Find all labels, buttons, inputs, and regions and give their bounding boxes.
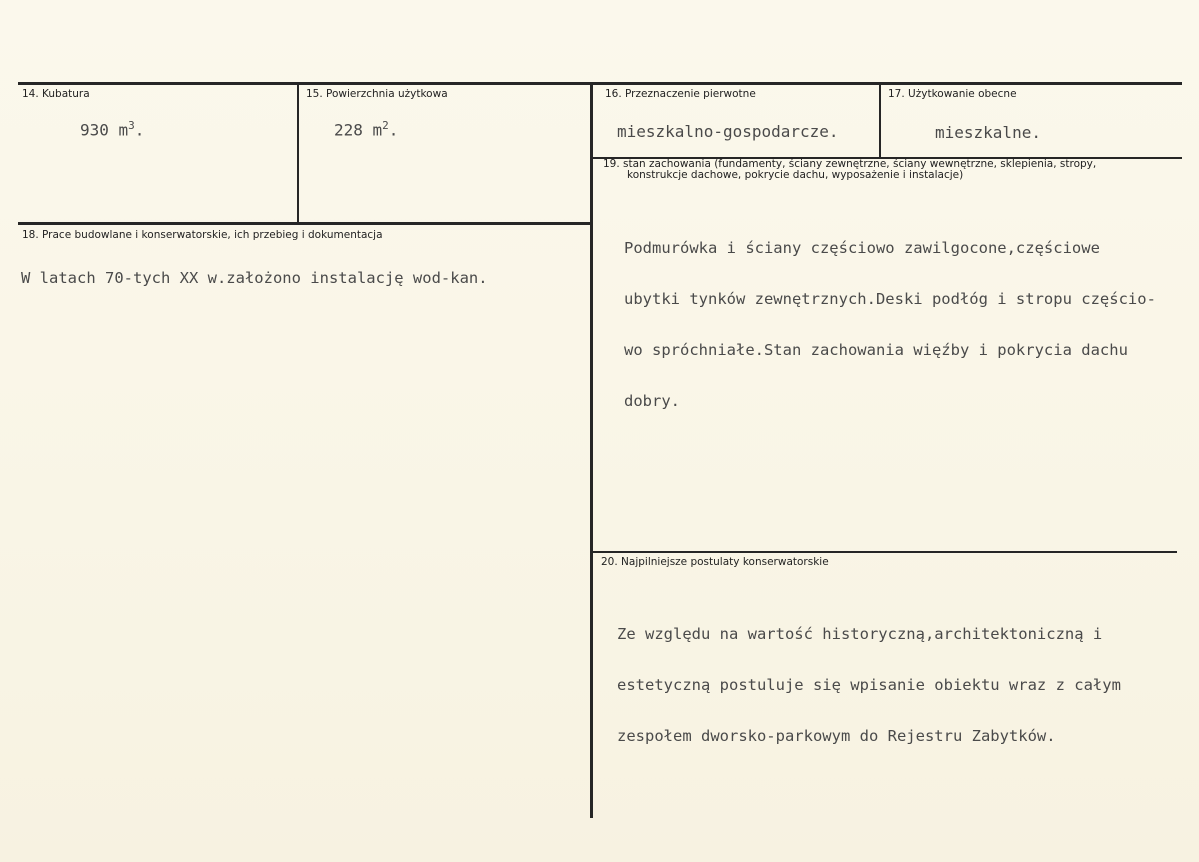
field-19-text xyxy=(624,206,1156,444)
field-20-line: estetyczną postuluje się wpisanie obiektu wraz z całym xyxy=(617,676,1121,694)
field-15-unit-exp: 2 xyxy=(382,119,389,132)
field-17-value: mieszkalne. xyxy=(935,123,1041,142)
field-16-value: mieszkalno-gospodarcze. xyxy=(617,122,839,141)
divider-main xyxy=(590,82,593,818)
field-19-line: wo spróchniałe.Stan zachowania więźby i pokrycia dachu xyxy=(624,341,1128,359)
divider-14-15 xyxy=(297,82,299,224)
field-18-value: W latach 70-tych XX w.założono instalację wod-kan. xyxy=(21,269,488,287)
field-19-line: Podmurówka i ściany częściowo zawilgocone,częściowe xyxy=(624,239,1100,257)
field-14-value xyxy=(80,119,144,139)
rule-left-mid xyxy=(18,222,592,225)
field-15-value xyxy=(334,119,398,139)
field-17-label: 17. Użytkowanie obecne xyxy=(888,88,1017,100)
field-14-number: 930 m xyxy=(80,120,129,140)
field-16-label: 16. Przeznaczenie pierwotne xyxy=(605,88,756,100)
field-15-number: 228 m xyxy=(334,120,383,140)
top-rule xyxy=(18,82,1182,85)
field-20-text xyxy=(617,592,1121,779)
field-14-label: 14. Kubatura xyxy=(22,88,90,100)
field-20-line: zespołem dworsko-parkowym do Rejestru Zabytków. xyxy=(617,727,1056,745)
field-19-label-line1: 19. stan zachowania (fundamenty, ściany zewnętrzne, ściany wewnętrzne, sklepienia, stropy, xyxy=(603,158,1097,170)
rule-right-low xyxy=(592,551,1177,553)
field-19-label xyxy=(603,159,1143,181)
field-15-label: 15. Powierzchnia użytkowa xyxy=(306,88,448,100)
field-18-label: 18. Prace budowlane i konserwatorskie, ich przebieg i dokumentacja xyxy=(22,229,383,241)
field-19-label-line2: konstrukcje dachowe, pokrycie dachu, wyposażenie i instalacje) xyxy=(627,169,964,181)
field-20-label: 20. Najpilniejsze postulaty konserwatorskie xyxy=(601,556,829,568)
field-20-line: Ze względu na wartość historyczną,architektoniczną i xyxy=(617,625,1103,643)
field-15-suffix: . xyxy=(388,120,399,140)
divider-16-17 xyxy=(879,82,881,158)
field-14-unit-exp: 3 xyxy=(128,119,135,132)
field-19-line: dobry. xyxy=(624,392,680,410)
field-19-line: ubytki tynków zewnętrznych.Deski podłóg i stropu częścio- xyxy=(624,290,1156,308)
field-14-suffix: . xyxy=(134,120,145,140)
